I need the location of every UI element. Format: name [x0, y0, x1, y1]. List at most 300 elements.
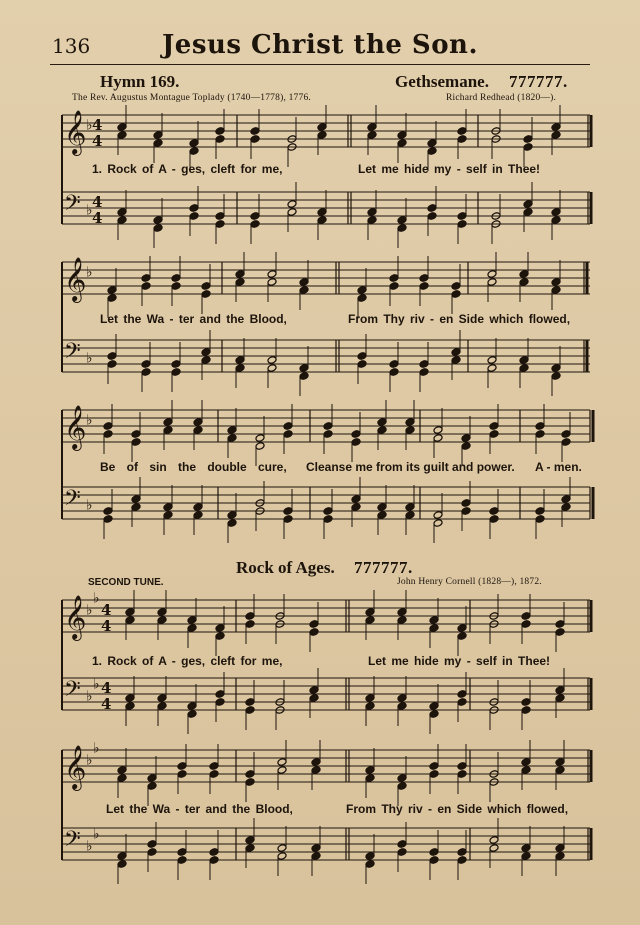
notehead: [117, 852, 127, 861]
notehead: [519, 364, 529, 373]
notehead: [397, 224, 407, 233]
notehead: [131, 430, 141, 439]
notehead: [107, 360, 117, 369]
notehead: [309, 694, 319, 703]
notehead: [141, 368, 151, 377]
notehead: [309, 686, 319, 695]
notehead: [125, 616, 135, 625]
notehead: [457, 856, 467, 865]
notehead: [117, 860, 127, 869]
staff-lines: [62, 115, 593, 860]
notehead: [177, 770, 187, 779]
notehead: [317, 208, 327, 217]
bass-clef-icon: 𝄢: [64, 339, 81, 369]
notehead: [177, 856, 187, 865]
lyric-line: 1. Rock of A - ges, cleft for me,: [92, 654, 283, 668]
notehead: [215, 220, 225, 229]
notehead: [389, 282, 399, 291]
notehead: [457, 698, 467, 707]
notehead: [389, 360, 399, 369]
notehead: [193, 418, 203, 427]
notehead: [351, 503, 361, 512]
notehead: [551, 131, 561, 140]
notehead: [147, 840, 157, 849]
bass-clef-icon: 𝄢: [64, 486, 81, 516]
notehead: [209, 856, 219, 865]
notehead: [201, 356, 211, 365]
notehead: [405, 426, 415, 435]
notehead: [367, 216, 377, 225]
notehead: [157, 608, 167, 617]
notehead: [551, 208, 561, 217]
notehead: [131, 503, 141, 512]
notehead: [215, 624, 225, 633]
notehead: [283, 422, 293, 431]
notehead: [365, 766, 375, 775]
notehead: [245, 706, 255, 715]
notehead: [103, 422, 113, 431]
notehead: [107, 294, 117, 303]
notehead: [377, 503, 387, 512]
notehead: [555, 628, 565, 637]
notehead: [283, 430, 293, 439]
notehead: [555, 844, 565, 853]
notehead: [461, 507, 471, 516]
notehead: [125, 608, 135, 617]
notehead: [367, 123, 377, 132]
notehead: [227, 434, 237, 443]
notehead: [397, 608, 407, 617]
notehead: [117, 216, 127, 225]
notehead: [429, 616, 439, 625]
notehead: [157, 694, 167, 703]
flat-icon: ♭: [93, 740, 100, 757]
treble-clef-icon: 𝄞: [64, 745, 87, 789]
notehead: [397, 131, 407, 140]
notehead: [451, 290, 461, 299]
notehead: [131, 495, 141, 504]
notehead: [489, 515, 499, 524]
notehead: [171, 274, 181, 283]
notehead: [405, 503, 415, 512]
notehead: [163, 503, 173, 512]
notehead: [419, 282, 429, 291]
notehead: [457, 632, 467, 641]
notehead: [377, 511, 387, 520]
notehead: [451, 356, 461, 365]
notehead: [250, 135, 260, 144]
second-tune-label: SECOND TUNE.: [88, 577, 164, 588]
notehead: [245, 778, 255, 787]
notehead: [555, 620, 565, 629]
notehead: [357, 352, 367, 361]
notehead: [277, 852, 287, 861]
lyric-line: A - men.: [535, 460, 582, 474]
notehead: [365, 852, 375, 861]
notehead: [287, 208, 297, 217]
notehead: [250, 212, 260, 221]
notehead: [177, 762, 187, 771]
notehead: [283, 507, 293, 516]
notehead: [389, 368, 399, 377]
notehead: [535, 430, 545, 439]
notehead: [561, 430, 571, 439]
notehead: [157, 616, 167, 625]
notehead: [267, 356, 277, 365]
notehead: [147, 782, 157, 791]
notehead: [521, 766, 531, 775]
notehead: [397, 139, 407, 148]
notehead: [365, 608, 375, 617]
notehead: [250, 127, 260, 136]
meter: 777777.: [354, 558, 413, 577]
notehead: [187, 702, 197, 711]
flat-icon: ♭: [86, 264, 93, 281]
notehead: [171, 360, 181, 369]
notehead: [209, 770, 219, 779]
notehead: [187, 710, 197, 719]
notehead: [357, 286, 367, 295]
notehead: [201, 282, 211, 291]
notehead: [427, 204, 437, 213]
notehead: [267, 270, 277, 279]
notehead: [457, 135, 467, 144]
notehead: [245, 836, 255, 845]
notehead: [419, 274, 429, 283]
notehead: [141, 360, 151, 369]
notehead: [189, 212, 199, 221]
flat-icon: ♭: [86, 412, 93, 429]
notehead: [561, 503, 571, 512]
time-signature: 4: [101, 695, 112, 713]
notehead: [193, 426, 203, 435]
flat-icon: ♭: [86, 688, 93, 705]
notehead: [457, 212, 467, 221]
tune-name: Gethsemane.: [395, 72, 489, 91]
notehead: [377, 426, 387, 435]
notehead: [451, 282, 461, 291]
notehead: [245, 698, 255, 707]
notehead: [429, 710, 439, 719]
notehead: [535, 507, 545, 516]
notehead: [103, 430, 113, 439]
composer-credit: Richard Redhead (1820—).: [446, 93, 557, 103]
notehead: [457, 690, 467, 699]
notehead: [245, 612, 255, 621]
lyric-line: Let me hide my - self in Thee!: [368, 654, 551, 668]
lyric-line: From Thy riv - en Side which flowed,: [346, 802, 569, 816]
notehead: [429, 702, 439, 711]
notehead: [245, 770, 255, 779]
notehead: [487, 364, 497, 373]
flat-icon: ♭: [86, 117, 93, 134]
notehead: [427, 212, 437, 221]
notehead: [153, 224, 163, 233]
notehead: [163, 511, 173, 520]
time-signature: 4: [101, 601, 112, 619]
notehead: [461, 434, 471, 443]
notehead: [551, 216, 561, 225]
notehead: [433, 511, 443, 520]
notehead: [189, 147, 199, 156]
notehead: [153, 139, 163, 148]
notehead: [433, 426, 443, 435]
notehead: [317, 123, 327, 132]
notehead: [277, 758, 287, 767]
notehead: [419, 360, 429, 369]
notehead: [555, 852, 565, 861]
notehead: [177, 848, 187, 857]
flat-icon: ♭: [86, 602, 93, 619]
notehead: [187, 624, 197, 633]
notehead: [157, 702, 167, 711]
notehead: [267, 364, 277, 373]
flat-icon: ♭: [93, 590, 100, 607]
notehead: [555, 686, 565, 695]
notehead: [103, 515, 113, 524]
flat-icon: ♭: [86, 752, 93, 769]
notehead: [397, 782, 407, 791]
notehead: [365, 694, 375, 703]
notehead: [523, 208, 533, 217]
notehead: [227, 426, 237, 435]
notehead: [427, 139, 437, 148]
notehead: [351, 430, 361, 439]
notehead: [267, 278, 277, 287]
bass-clef-icon: 𝄢: [64, 677, 81, 707]
notehead: [551, 123, 561, 132]
notehead: [535, 422, 545, 431]
notehead: [299, 372, 309, 381]
notehead: [365, 774, 375, 783]
tune-name: Rock of Ages.: [236, 558, 335, 577]
notehead: [117, 131, 127, 140]
notehead: [457, 848, 467, 857]
notehead: [323, 515, 333, 524]
notehead: [215, 135, 225, 144]
notehead: [299, 364, 309, 373]
notehead: [277, 844, 287, 853]
bass-clef-icon: 𝄢: [64, 191, 81, 221]
notehead: [405, 511, 415, 520]
notehead: [429, 762, 439, 771]
notehead: [519, 270, 529, 279]
notehead: [201, 290, 211, 299]
notehead: [389, 274, 399, 283]
notehead: [519, 356, 529, 365]
notehead: [521, 698, 531, 707]
notehead: [487, 270, 497, 279]
notehead: [215, 698, 225, 707]
notehead: [235, 356, 245, 365]
notehead: [153, 131, 163, 140]
meter: 777777.: [509, 72, 568, 91]
notehead: [457, 770, 467, 779]
notehead: [405, 418, 415, 427]
notehead: [561, 438, 571, 447]
notehead: [209, 762, 219, 771]
notehead: [317, 131, 327, 140]
notehead: [457, 220, 467, 229]
lyric-line: Let the Wa - ter and the Blood,: [106, 802, 293, 816]
notehead: [103, 507, 113, 516]
flat-icon: ♭: [93, 826, 100, 843]
notehead: [365, 860, 375, 869]
notehead: [171, 282, 181, 291]
notehead: [125, 702, 135, 711]
notehead: [193, 511, 203, 520]
notehead: [299, 278, 309, 287]
notehead: [397, 774, 407, 783]
notehead: [535, 515, 545, 524]
notehead: [489, 844, 499, 853]
notehead: [311, 766, 321, 775]
notehead: [235, 270, 245, 279]
composer-credit: John Henry Cornell (1828—), 1872.: [397, 577, 542, 587]
notehead: [365, 616, 375, 625]
notehead: [187, 616, 197, 625]
flat-icon: ♭: [86, 202, 93, 219]
notehead: [227, 519, 237, 528]
flat-icon: ♭: [86, 838, 93, 855]
notehead: [311, 844, 321, 853]
notehead: [227, 511, 237, 520]
notehead: [277, 766, 287, 775]
notehead: [489, 422, 499, 431]
lyric-line: Let the Wa - ter and the Blood,: [100, 312, 287, 326]
notehead: [283, 515, 293, 524]
clef-glyphs: [64, 110, 111, 857]
notehead: [377, 418, 387, 427]
notehead: [429, 856, 439, 865]
running-head: Jesus Christ the Son.: [161, 30, 479, 60]
notehead: [429, 624, 439, 633]
notehead: [521, 852, 531, 861]
notehead: [555, 758, 565, 767]
notehead: [163, 426, 173, 435]
notehead: [523, 143, 533, 152]
notehead: [351, 438, 361, 447]
notehead: [555, 766, 565, 775]
notehead: [429, 770, 439, 779]
notehead: [551, 286, 561, 295]
author-credit: The Rev. Augustus Montague Toplady (1740—1778), 1776.: [72, 93, 311, 103]
notehead: [311, 758, 321, 767]
notehead: [323, 422, 333, 431]
notehead: [397, 848, 407, 857]
notehead: [317, 216, 327, 225]
notehead: [397, 702, 407, 711]
notehead: [141, 282, 151, 291]
notehead: [457, 624, 467, 633]
treble-clef-icon: 𝄞: [64, 110, 87, 154]
notehead: [519, 278, 529, 287]
notehead: [457, 127, 467, 136]
notehead: [551, 278, 561, 287]
notehead: [323, 430, 333, 439]
notehead: [521, 758, 531, 767]
notehead: [117, 208, 127, 217]
notehead: [397, 216, 407, 225]
notehead: [309, 620, 319, 629]
notehead: [397, 694, 407, 703]
time-signature: 4: [101, 679, 112, 697]
notehead: [351, 495, 361, 504]
notehead: [255, 434, 265, 443]
lyric-line: Be of sin the double cure,: [100, 460, 287, 474]
notehead: [141, 274, 151, 283]
notehead: [555, 694, 565, 703]
notehead: [117, 123, 127, 132]
notehead: [397, 616, 407, 625]
notehead: [551, 364, 561, 373]
page-number: 136: [52, 34, 91, 58]
notehead: [521, 706, 531, 715]
notehead: [433, 434, 443, 443]
notehead: [461, 442, 471, 451]
notehead: [117, 774, 127, 783]
notehead: [489, 430, 499, 439]
notehead: [487, 356, 497, 365]
lyric-line: From Thy riv - en Side which flowed,: [348, 312, 571, 326]
notehead: [215, 212, 225, 221]
time-signature: 4: [92, 209, 103, 227]
notehead: [419, 368, 429, 377]
time-signature: 4: [92, 132, 103, 150]
time-signature: 4: [92, 193, 103, 211]
notehead: [451, 348, 461, 357]
notehead: [163, 418, 173, 427]
notehead: [367, 208, 377, 217]
notehead: [521, 844, 531, 853]
treble-clef-icon: 𝄞: [64, 405, 87, 449]
notehead: [367, 131, 377, 140]
bass-clef-icon: 𝄢: [64, 827, 81, 857]
notehead: [125, 694, 135, 703]
notehead: [245, 844, 255, 853]
notehead: [299, 286, 309, 295]
notehead: [235, 278, 245, 287]
notehead: [255, 442, 265, 451]
notehead: [523, 200, 533, 209]
notehead: [523, 135, 533, 144]
lyric-line: 1. Rock of A - ges, cleft for me,: [92, 162, 283, 176]
time-signature: 4: [101, 617, 112, 635]
notehead: [457, 762, 467, 771]
notehead: [521, 612, 531, 621]
notehead: [245, 620, 255, 629]
notehead: [397, 840, 407, 849]
notehead: [215, 632, 225, 641]
notehead: [357, 294, 367, 303]
notehead: [117, 766, 127, 775]
notehead: [489, 507, 499, 516]
notehead: [357, 360, 367, 369]
notehead: [521, 620, 531, 629]
notehead: [107, 286, 117, 295]
notehead: [250, 220, 260, 229]
notehead: [107, 352, 117, 361]
notehead: [131, 438, 141, 447]
notehead: [561, 495, 571, 504]
notehead: [427, 147, 437, 156]
flat-icon: ♭: [86, 350, 93, 367]
notehead: [311, 852, 321, 861]
notehead: [461, 499, 471, 508]
flat-icon: ♭: [86, 497, 93, 514]
notehead: [489, 836, 499, 845]
notehead: [433, 519, 443, 528]
